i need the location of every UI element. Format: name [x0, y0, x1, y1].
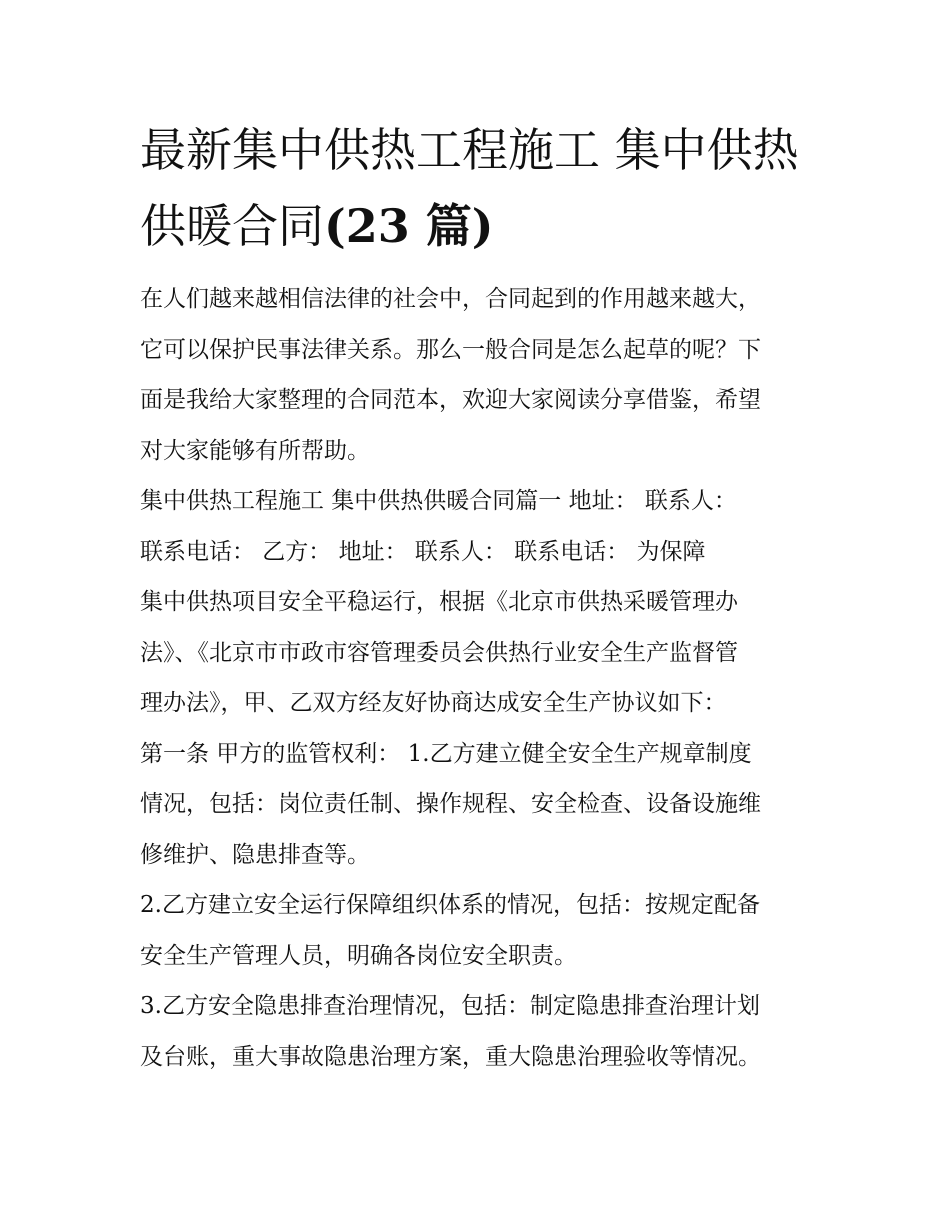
paragraph-item-3: [140, 981, 812, 1082]
document-title: [140, 112, 812, 264]
text-line: 面是我给大家整理的合同范本，欢迎大家阅读分享借鉴，希望: [140, 387, 761, 413]
text-line: 理办法》，甲、乙双方经友好协商达成安全生产协议如下：: [140, 690, 727, 716]
text-line: 3.乙方安全隐患排查治理情况，包括：制定隐患排查治理计划: [140, 993, 760, 1019]
text-line: 在人们越来越相信法律的社会中，合同起到的作用越来越大，: [140, 286, 761, 312]
text-line: 它可以保护民事法律关系。那么一般合同是怎么起草的呢？下: [140, 336, 761, 363]
text-line: 修维护、隐患排查等。: [140, 841, 370, 868]
paragraph-item-2: [140, 880, 812, 981]
document-page: [140, 112, 812, 1082]
text-line: 及台账，重大事故隐患治理方案，重大隐患治理验收等情况。: [140, 1043, 761, 1070]
text-line: 情况，包括：岗位责任制、操作规程、安全检查、设备设施维: [140, 791, 761, 817]
text-line: 2.乙方建立安全运行保障组织体系的情况，包括：按规定配备: [140, 892, 760, 918]
text-line: 对大家能够有所帮助。: [140, 437, 370, 464]
paragraph-contract-1: [140, 476, 812, 880]
title-suffix: (23 篇): [324, 199, 494, 253]
text-line: 法》、《北京市市政市容管理委员会供热行业安全生产监督管: [140, 639, 738, 666]
text-line: 集中供热工程施工 集中供热供暖合同篇一 地址： 联系人：: [140, 488, 737, 514]
text-line: 安全生产管理人员，明确各岗位安全职责。: [140, 942, 577, 969]
paragraph-intro: [140, 274, 812, 476]
text-line: 第一条 甲方的监管权利： 1.乙方建立健全安全生产规章制度: [140, 740, 752, 767]
text-line: 联系电话： 乙方： 地址： 联系人： 联系电话： 为保障: [140, 538, 706, 565]
title-main: 最新集中供热工程施工 集中供热供暖合同: [140, 123, 799, 253]
document-body: [140, 274, 812, 1082]
text-line: 集中供热项目安全平稳运行，根据《北京市供热采暖管理办: [140, 589, 738, 615]
